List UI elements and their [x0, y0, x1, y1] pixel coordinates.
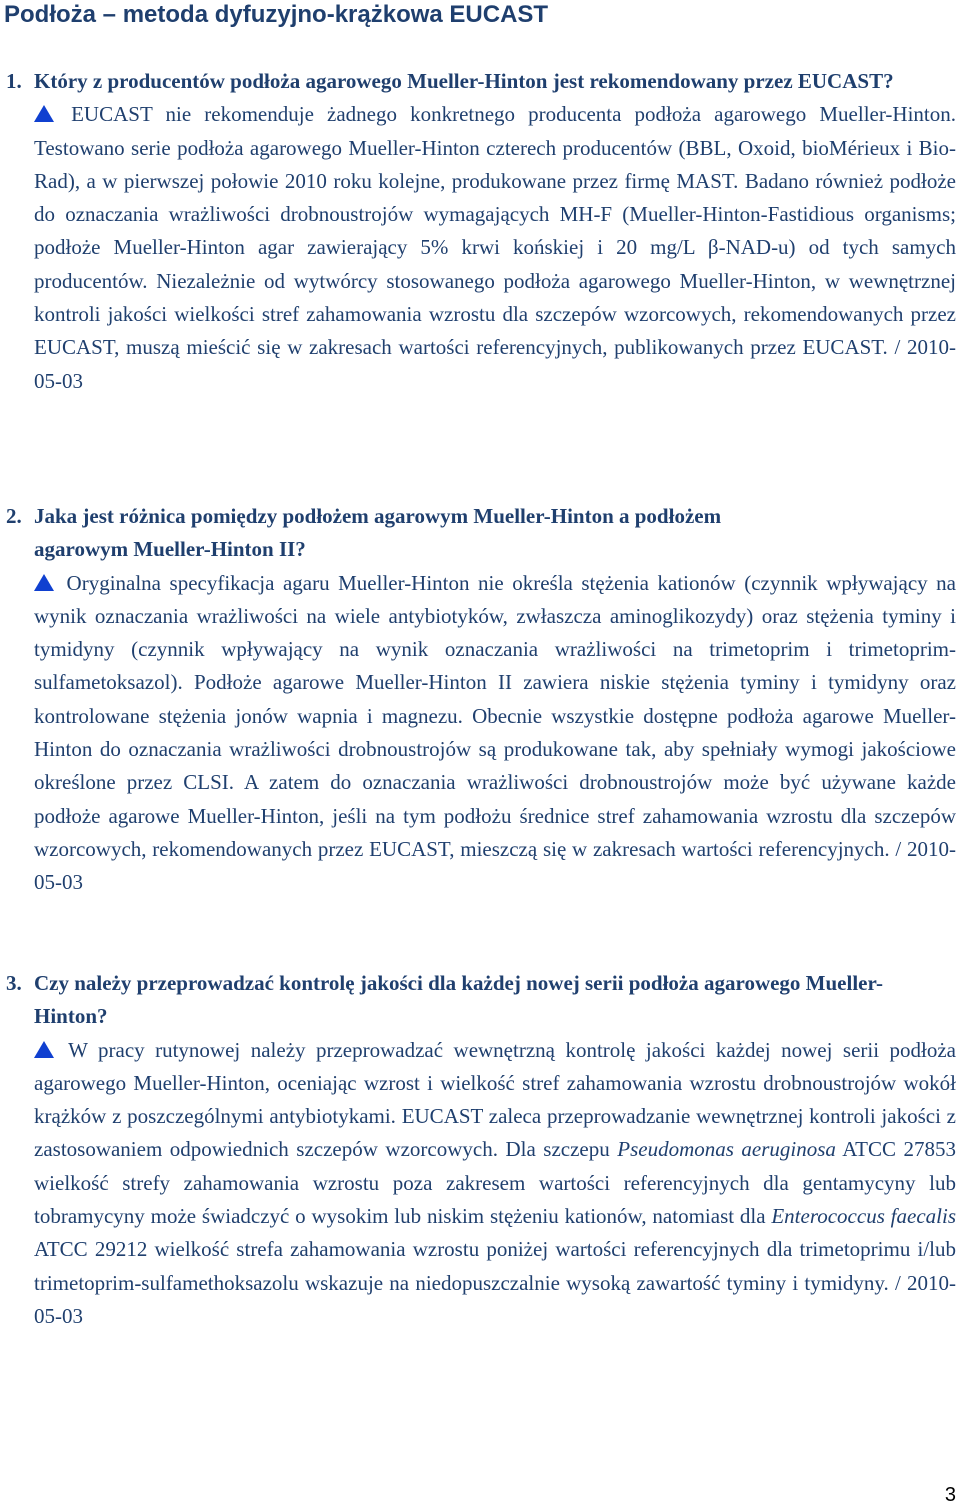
question-2: [0, 500, 960, 567]
answer-3: [34, 1034, 956, 1334]
question-text: Jaka jest różnica pomiędzy podłożem agarowym Mueller-Hinton a podłożem agarowym Mueller-Hinton II?: [34, 504, 722, 562]
species-name: Pseudomonas aeruginosa: [617, 1137, 836, 1162]
answer-2: [34, 567, 956, 900]
question-text: Czy należy przeprowadzać kontrolę jakości dla każdej nowej serii podłoża agarowego Mueller-Hinton?: [34, 971, 884, 1029]
answer-text: W pracy rutynowej należy przeprowadzać wewnętrzną kontrolę jakości każdej nowej serii podłoża agarowego Mueller-Hinton, oceniając wzrost i wielkość stref zahamowania wzrostu drobnoustrojów wokół krążków z poszczególnymi antybiotykami. EUCAST zaleca przeprowadzanie wewnętrznej kontroli jakości z zastosowaniem odpowiednich szczepów wzorcowych. Dla szczepu: [34, 1037, 956, 1162]
triangle-marker-icon: [34, 98, 54, 131]
triangle-marker-icon: [34, 567, 54, 600]
question-text: Który z producentów podłoża agarowego Mueller-Hinton jest rekomendowany przez EUCAST?: [34, 69, 894, 93]
answer-text: ATCC 27853 wielkość strefy zahamowania wzrostu poza zakresem wartości referencyjnych dla gentamycyny lub tobramycyny może świadczyć o wysokim lub niskim stężeniu kationów, natomiast dla: [34, 1137, 956, 1229]
qa-item-2: [0, 500, 960, 900]
page-title: Podłoża – metoda dyfuzyjno-krążkowa EUCAST: [4, 1, 549, 28]
answer-text: EUCAST nie rekomenduje żadnego konkretnego producenta podłoża agarowego Mueller-Hinton. Testowano serie podłoża agarowego Mueller-Hinton czterech producentów (BBL, Oxoid, bioMérieux i Bio-Rad), a w pierwszej połowie 2010 roku kolejne, produkowane przez firmę MAST. Badano również podłoże do oznaczania wrażliwości drobnoustrojów wymagających MH-F (Mueller-Hinton-Fastidious organisms; podłoże Mueller-Hinton agar zawierający 5% krwi końskiej i 20 mg/L β-NAD-u) od tych samych producentów. Niezależnie od wytwórcy stosowanego podłoża agarowego Mueller-Hinton, w wewnętrznej kontroli jakości wielkości stref zahamowania wzrostu dla szczepów wzorcowych, rekomendowanych przez EUCAST, muszą mieścić się w zakresach wartości referencyjnych, publikowanych przez EUCAST. / 2010-05-03: [34, 102, 956, 393]
question-number: 3.: [6, 971, 22, 995]
page-number: 3: [944, 1484, 956, 1506]
answer-1: [34, 98, 956, 398]
answer-text: Oryginalna specyfikacja agaru Mueller-Hinton nie określa stężenia kationów (czynnik wpływający na wynik oznaczania wrażliwości na wiele antybiotyków, zwłaszcza aminoglikozydy) oraz stężenia tyminy i tymidyny (czynnik wpływający na wynik oznaczania wrażliwości na trimetoprim i trimetoprim-sulfametoksazol). Podłoże agarowe Mueller-Hinton II zawiera niskie stężenia tyminy i tymidyny oraz kontrolowane stężenia jonów wapnia i magnezu. Obecnie wszystkie dostępne podłoża agarowe Mueller-Hinton do oznaczania wrażliwości drobnoustrojów są produkowane tak, aby spełniały wymogi jakościowe określone przez CLSI. A zatem do oznaczania wrażliwości drobnoustrojów może być używane każde podłoże agarowe Mueller-Hinton, jeśli na tym podłożu średnice stref zahamowania wzrostu dla szczepów wzorcowych, rekomendowanych przez EUCAST, mieszczą się w zakresach wartości referencyjnych. / 2010-05-03: [34, 570, 956, 895]
question-number: 2.: [6, 504, 22, 528]
triangle-marker-icon: [34, 1034, 54, 1067]
question-number: 1.: [6, 69, 22, 93]
question-1: [0, 65, 960, 98]
qa-item-1: [0, 65, 960, 398]
qa-item-3: [0, 967, 960, 1333]
species-name: Enterococcus faecalis: [771, 1204, 957, 1229]
question-3: [0, 967, 960, 1034]
answer-text: ATCC 29212 wielkość strefa zahamowania wzrostu poniżej wartości referencyjnych dla trimetoprimu i/lub trimetoprim-sulfamethoksazolu wskazuje na niedopuszczalnie wysoką zawartość tyminy i tymidyny. / 2010-05-03: [34, 1237, 956, 1328]
